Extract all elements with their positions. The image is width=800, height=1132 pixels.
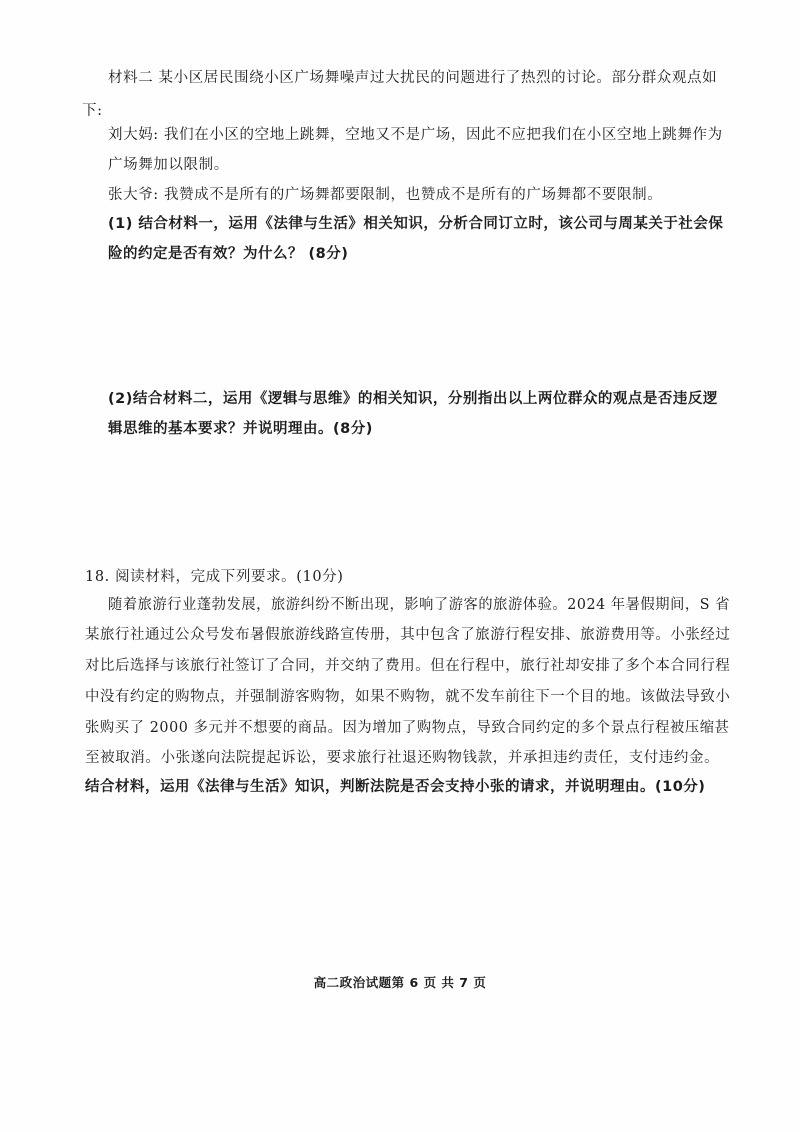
question18-paragraph-line3: 对比后选择与该旅行社签订了合同，并交纳了费用。但在行程中，旅行社却安排了多个本合同行程 [85,658,731,674]
question18-paragraph-line5: 张购买了 2000 多元并不想要的商品。因为增加了购物点，导致合同约定的多个景点行程被压缩甚 [85,720,730,736]
question18-task: 结合材料，运用《法律与生活》知识，判断法院是否会支持小张的请求，并说明理由。(10分) [85,779,706,795]
question1-line2: 险的约定是否有效？为什么？ (8分) [108,246,349,262]
material2-intro-line2: 下: [82,103,103,119]
question2-line2: 辑思维的基本要求？并说明理由。(8分) [108,421,373,437]
material2-zhang-line: 张大爷: 我赞成不是所有的广场舞都要限制，也赞成不是所有的广场舞都不要限制。 [108,187,663,203]
question18-header: 18. 阅读材料，完成下列要求。(10分) [85,569,344,585]
question18-paragraph-line2: 某旅行社通过公众号发布暑假旅游线路宣传册，其中包含了旅游行程安排、旅游费用等。小张经过 [85,627,731,643]
material2-liu-line1: 刘大妈: 我们在小区的空地上跳舞，空地又不是广场，因此不应把我们在小区空地上跳舞作为 [108,127,723,143]
material2-intro-line1: 材料二 某小区居民围绕小区广场舞噪声过大扰民的问题进行了热烈的讨论。部分群众观点如 [108,70,718,86]
material2-liu-line2: 广场舞加以限制。 [108,157,229,173]
question18-paragraph-line4: 中没有约定的购物点，并强制游客购物，如果不购物，就不发车前往下一个目的地。该做法导致小 [85,689,731,705]
page-footer: 高二政治试题第 6 页 共 7 页 [313,975,487,990]
question18-paragraph-line6: 至被取消。小张遂向法院提起诉讼，要求旅行社退还购物钱款，并承担违约责任，支付违约金。 [85,750,720,766]
question2-line1: (2)结合材料二，运用《逻辑与思维》的相关知识，分别指出以上两位群众的观点是否违反逻 [108,391,718,407]
question18-paragraph-line1: 随着旅游行业蓬勃发展，旅游纠纷不断出现，影响了游客的旅游体验。2024 年暑假期间，S 省 [108,597,731,613]
question1-line1: (1) 结合材料一，运用《法律与生活》相关知识，分析合同订立时，该公司与周某关于社会保 [108,216,724,232]
